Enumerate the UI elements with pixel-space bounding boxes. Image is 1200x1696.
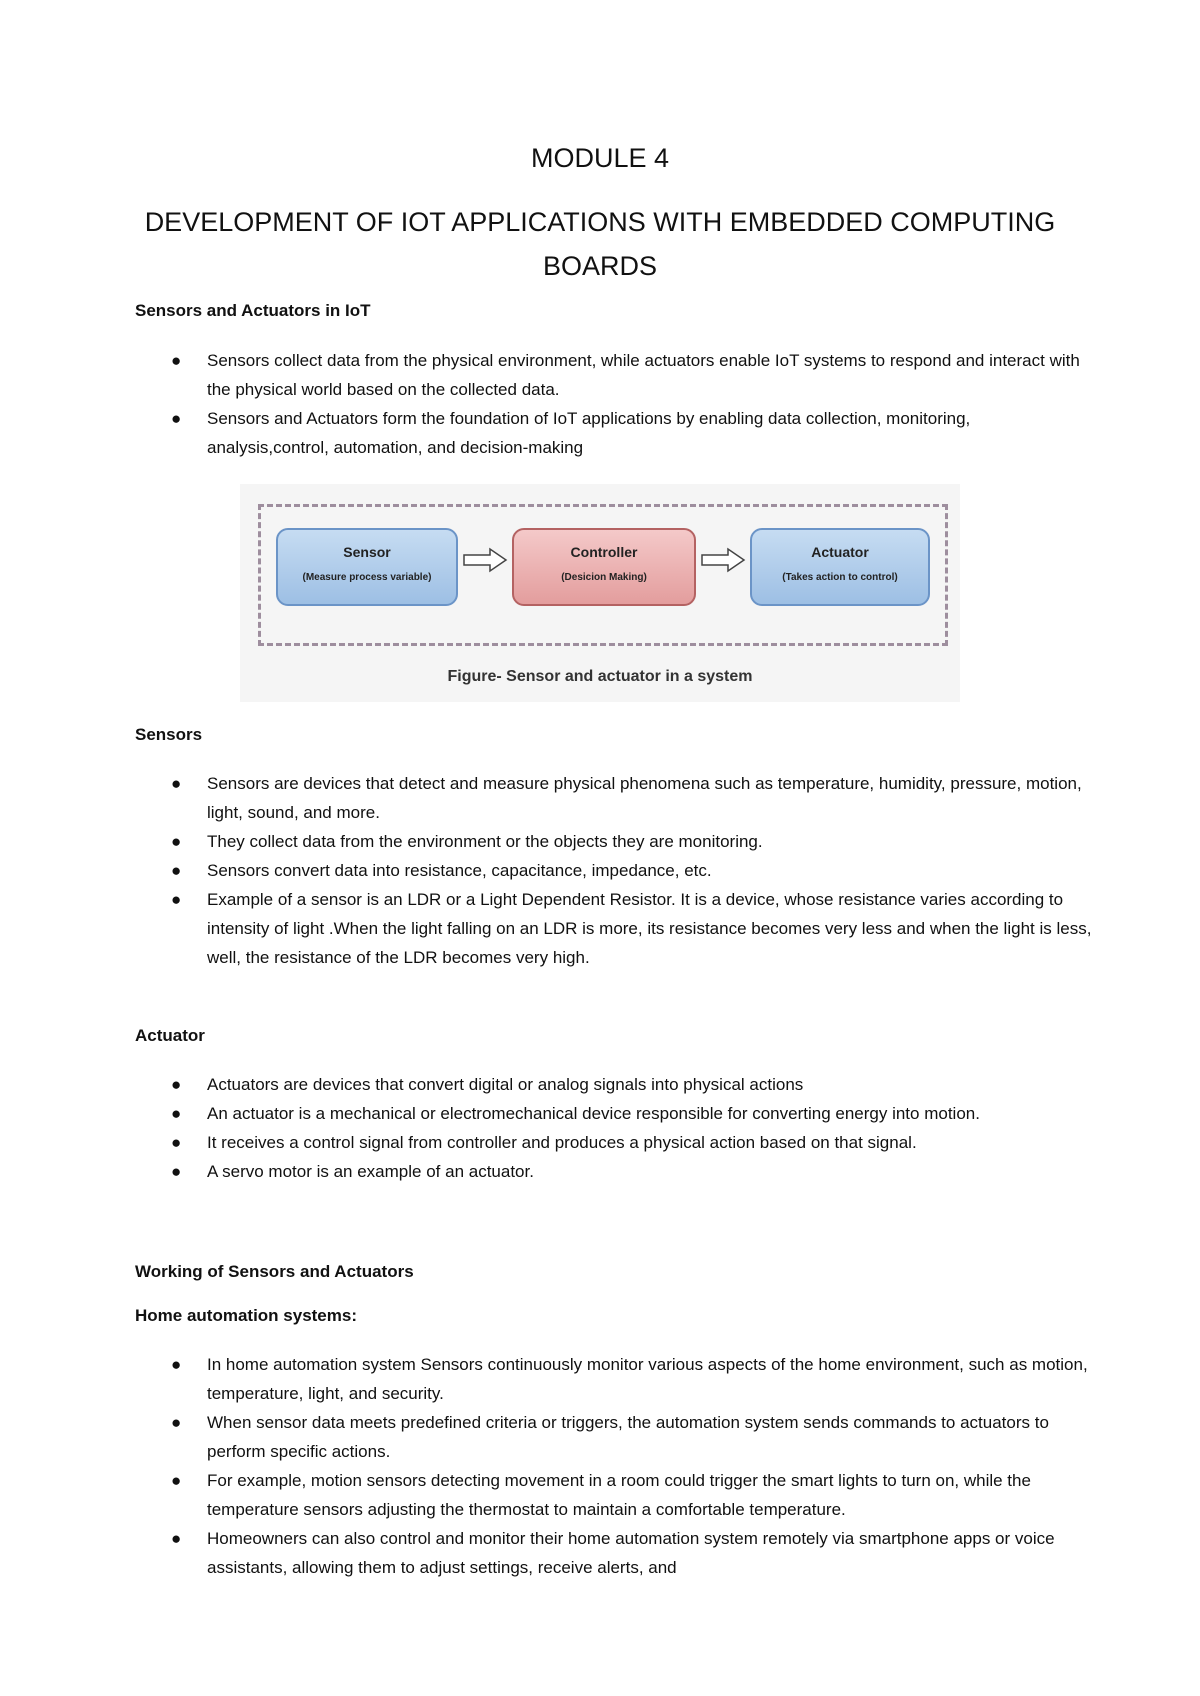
figure-caption: Figure- Sensor and actuator in a system [447, 668, 753, 685]
arrow-right-icon [462, 547, 508, 573]
bullet-icon: ● [171, 890, 182, 909]
list-item [135, 1099, 1095, 1128]
list-item [135, 404, 1095, 462]
controller-box [512, 528, 696, 606]
list-item-text: In home automation system Sensors continuously monitor various aspects of the home environment, such as motion, temperature, light, and security. [207, 1355, 1088, 1403]
bullet-icon: ● [171, 1133, 182, 1152]
bullet-icon: ● [171, 774, 182, 793]
bullet-icon: ● [171, 351, 182, 370]
controller-box-subtitle: (Desicion Making) [561, 572, 647, 583]
arrow-right-icon [700, 547, 746, 573]
actuator-box [750, 528, 930, 606]
list-item [135, 827, 1095, 856]
actuator-bullet-list [135, 1070, 1095, 1186]
intro-bullet-list [135, 346, 1095, 462]
section-heading-working: Working of Sensors and Actuators [135, 1262, 414, 1281]
sensor-box-title: Sensor [343, 544, 391, 560]
list-item-text: It receives a control signal from controller and produces a physical action based on that signal. [207, 1133, 917, 1152]
page-title [0, 200, 1200, 288]
list-item-text: For example, motion sensors detecting movement in a room could trigger the smart lights to turn on, while the temperature sensors adjusting the thermostat to maintain a comfortable temperature. [207, 1471, 1031, 1519]
list-item [135, 1524, 1095, 1582]
list-item-text: An actuator is a mechanical or electromechanical device responsible for converting energy into motion. [207, 1104, 980, 1123]
page-title-text: DEVELOPMENT OF IOT APPLICATIONS WITH EMBEDDED COMPUTING BOARDS [144, 207, 1056, 281]
list-item [135, 885, 1095, 972]
list-item [135, 1466, 1095, 1524]
list-item-text: Actuators are devices that convert digital or analog signals into physical actions [207, 1075, 804, 1094]
bullet-icon: ● [171, 1471, 182, 1490]
module-label: MODULE 4 [530, 143, 670, 173]
list-item [135, 856, 1095, 885]
bullet-icon: ● [171, 409, 182, 428]
bullet-icon: ● [171, 1075, 182, 1094]
list-item [135, 1350, 1095, 1408]
list-item [135, 346, 1095, 404]
list-item-text: Example of a sensor is an LDR or a Light Dependent Resistor. It is a device, whose resistance varies according to intensity of light .When the light falling on an LDR is more, its resistance becomes very less and when the light is less, well, the resistance of the LDR becomes very high. [207, 890, 1092, 967]
bullet-icon: ● [171, 1162, 182, 1181]
list-item [135, 1128, 1095, 1157]
sensor-box [276, 528, 458, 606]
section-heading-actuator: Actuator [135, 1026, 205, 1045]
bullet-icon: ● [171, 1104, 182, 1123]
actuator-box-title: Actuator [811, 544, 869, 560]
section-heading-sensors: Sensors [135, 725, 203, 744]
list-item [135, 1157, 1095, 1186]
list-item-text: Sensors are devices that detect and measure physical phenomena such as temperature, humidity, pressure, motion, light, sound, and more. [207, 774, 1082, 822]
working-bullet-list [135, 1350, 1095, 1582]
bullet-icon: ● [171, 861, 182, 880]
list-item-text: Sensors collect data from the physical environment, while actuators enable IoT systems to respond and interact with the physical world based on the collected data. [207, 351, 1080, 399]
list-item [135, 769, 1095, 827]
actuator-box-subtitle: (Takes action to control) [782, 572, 898, 583]
bullet-icon: ● [171, 1413, 182, 1432]
bullet-icon: ● [171, 832, 182, 851]
list-item [135, 1070, 1095, 1099]
sensor-box-subtitle: (Measure process variable) [302, 572, 432, 583]
sensors-bullet-list [135, 769, 1095, 972]
list-item-text: When sensor data meets predefined criteria or triggers, the automation system sends commands to actuators to perform specific actions. [207, 1413, 1049, 1461]
list-item [135, 1408, 1095, 1466]
list-item-text: A servo motor is an example of an actuator. [207, 1162, 534, 1181]
controller-box-title: Controller [570, 544, 638, 560]
sensor-actuator-figure [240, 484, 960, 702]
list-item-text: Sensors convert data into resistance, capacitance, impedance, etc. [207, 861, 712, 880]
list-item-text: They collect data from the environment or the objects they are monitoring. [207, 832, 763, 851]
subheading-home-automation: Home automation systems: [135, 1306, 357, 1325]
list-item-text: Homeowners can also control and monitor their home automation system remotely via smartphone apps or voice assistants, allowing them to adjust settings, receive alerts, and [207, 1529, 1055, 1577]
bullet-icon: ● [171, 1355, 182, 1374]
list-item-text: Sensors and Actuators form the foundation of IoT applications by enabling data collection, monitoring, analysis,control, automation, and decision-making [207, 409, 971, 457]
section-heading-sensors-actuators: Sensors and Actuators in IoT [135, 301, 371, 320]
bullet-icon: ● [171, 1529, 182, 1548]
